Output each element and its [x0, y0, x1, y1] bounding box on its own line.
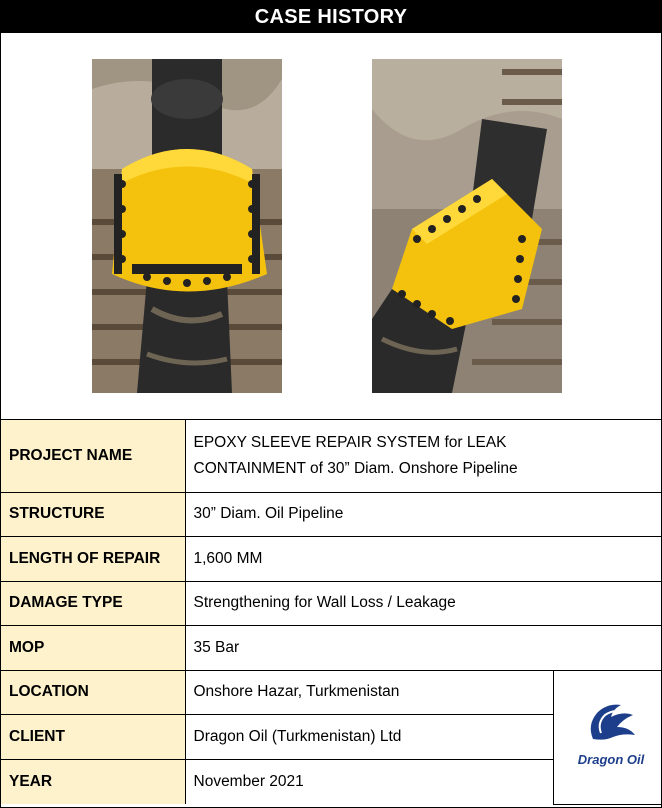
table-row [1, 581, 661, 625]
dragon-logo-icon [583, 697, 639, 747]
repair-photo-angled [372, 59, 562, 393]
length-of-repair-value: 1,600 MM [185, 536, 661, 581]
table-row [1, 536, 661, 581]
damage-type-value: Strengthening for Wall Loss / Leakage [185, 581, 661, 625]
project-name-value [185, 420, 661, 492]
client-logo [553, 670, 661, 804]
project-name-line-1: EPOXY SLEEVE REPAIR SYSTEM for LEAK [193, 433, 507, 451]
table-row [1, 492, 661, 536]
project-name-label: PROJECT NAME [1, 420, 185, 492]
client-value: Dragon Oil (Turkmenistan) Ltd [185, 714, 553, 759]
structure-value: 30” Diam. Oil Pipeline [185, 492, 661, 536]
mop-value: 35 Bar [185, 625, 661, 670]
page-title: CASE HISTORY [1, 1, 661, 33]
logo-wordmark: Dragon Oil [577, 752, 645, 767]
length-of-repair-label: LENGTH OF REPAIR [1, 536, 185, 581]
location-label: LOCATION [1, 670, 185, 714]
year-label: YEAR [1, 759, 185, 804]
mop-label: MOP [1, 625, 185, 670]
table-row [1, 625, 661, 670]
structure-label: STRUCTURE [1, 492, 185, 536]
table-row [1, 670, 661, 714]
photo-area [1, 33, 661, 420]
case-details-table [1, 420, 662, 805]
table-row [1, 420, 661, 492]
location-value: Onshore Hazar, Turkmenistan [185, 670, 553, 714]
project-name-line-2: CONTAINMENT of 30” Diam. Onshore Pipeline [193, 459, 518, 477]
damage-type-label: DAMAGE TYPE [1, 581, 185, 625]
year-value: November 2021 [185, 759, 553, 804]
client-label: CLIENT [1, 714, 185, 759]
repair-photo-front [92, 59, 282, 393]
